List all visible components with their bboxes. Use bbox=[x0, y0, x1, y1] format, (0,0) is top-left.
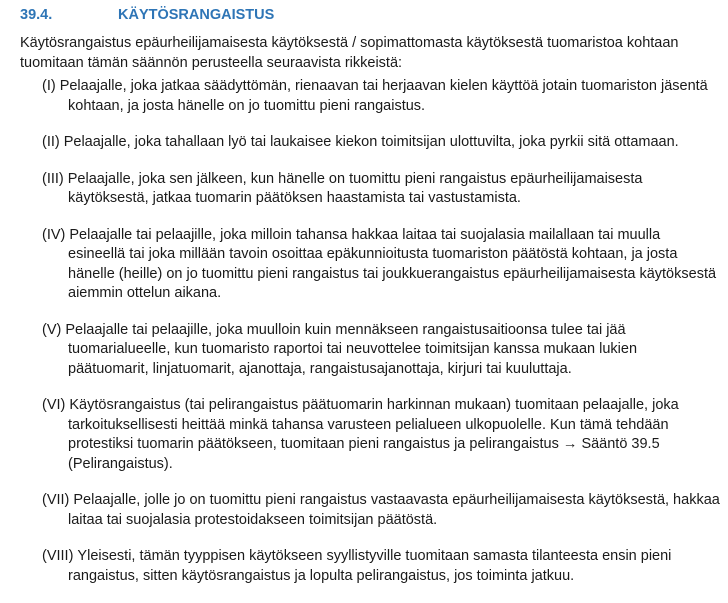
rule-numeral: (VIII) bbox=[42, 548, 74, 564]
rule-text: Pelaajalle tai pelaajille, joka muulloin kuin mennäkseen rangaistusaitioonsa tulee tai jää tuomarialueelle, kun tuomaristo raportoi tai neuvottelee toimitsijan kanssa mukaan lukien päätuomarit, linjatuomarit, ajanottaja, rangaistusajanottaja, kirjuri tai kuuluttaja. bbox=[65, 321, 638, 377]
rule-text: Pelaajalle tai pelaajille, joka milloin tahansa hakkaa laitaa tai suojalasia mailallaan tai muulla esineellä tai joka millään tavoin osoittaa epäkunnioitusta tuomariston päätöstä kohtaan, ja josta hänelle (heille) on jo tuomittu pieni rangaistus tai joukkuerangaistus epäurheilijamaisesta käytöksestä aiemmin ottelun aikana. bbox=[68, 226, 717, 301]
rule-text: Käytösrangaistus (tai pelirangaistus päätuomarin harkinnan mukaan) tuomitaan pelaajalle, joka tarkoituksellisesti heittää minkä tahansa varusteen pelialueen ulkopuolelle. Kun tämä tehdään protestiksi tuomarin päätökseen, tuomitaan pieni rangaistus ja pelirangaistus bbox=[68, 397, 679, 452]
rule-text: Yleisesti, tämän tyyppisen käytökseen syyllistyville tuomitaan samasta tilanteesta ensin pieni rangaistus, sitten käytösrangaistus ja lopulta pelirangaistus, jos toiminta jatkuu. bbox=[68, 548, 672, 584]
rule-numeral: (VI) bbox=[42, 397, 66, 413]
section-number: 39.4. bbox=[20, 7, 53, 23]
rule-numeral: (IV) bbox=[42, 226, 66, 243]
section-heading bbox=[20, 6, 720, 24]
rule-numeral: (VII) bbox=[42, 492, 70, 508]
rule-text: Pelaajalle, joka jatkaa säädyttömän, rienaavan tai herjaavan kielen käyttöä jotain tuomariston jäsentä kohtaan, ja josta hänelle on jo tuomittu pieni rangaistus. bbox=[59, 78, 708, 114]
arrow-right-icon: → bbox=[562, 436, 578, 452]
rule-numeral: (II) bbox=[42, 134, 60, 150]
rule-text: Pelaajalle, joka tahallaan lyö tai laukaisee kiekon toimitsijan ulottuvilta, joka pyrkii sitä ottamaan. bbox=[63, 134, 679, 150]
rule-item bbox=[42, 491, 720, 530]
rule-item bbox=[42, 77, 720, 116]
intro-paragraph: Käytösrangaistus epäurheilijamaisesta käytöksestä / sopimattomasta käytöksestä tuomaristoa kohtaan tuomitaan tämän säännön perusteella seuraavista rikkeistä: bbox=[20, 35, 679, 71]
rule-item bbox=[42, 321, 720, 380]
rule-item bbox=[42, 133, 720, 153]
rule-numeral: (I) bbox=[42, 78, 56, 94]
rule-text: Pelaajalle, jolle jo on tuomittu pieni rangaistus vastaavasta epäurheilijamaisesta käytöksestä, hakkaa laitaa tai suojalasia protestoidakseen toimitsijan päätöstä. bbox=[68, 492, 720, 528]
rule-numeral: (III) bbox=[42, 170, 64, 187]
rule-item bbox=[42, 226, 720, 304]
rule-item bbox=[42, 547, 720, 586]
section-title: KÄYTÖSRANGAISTUS bbox=[118, 7, 275, 23]
rule-text: Pelaajalle, joka sen jälkeen, kun hänelle on tuomittu pieni rangaistus epäurheilijamaisesta käytöksestä, jatkaa tuomarin päätöksen haastamista tai vastustamista. bbox=[67, 170, 643, 206]
document-page bbox=[20, 6, 720, 603]
rule-reference: Sääntö 39.5 (Pelirangaistus). bbox=[68, 436, 660, 472]
rule-numeral: (V) bbox=[42, 321, 62, 338]
rule-item bbox=[42, 170, 720, 209]
rule-item bbox=[42, 396, 720, 474]
